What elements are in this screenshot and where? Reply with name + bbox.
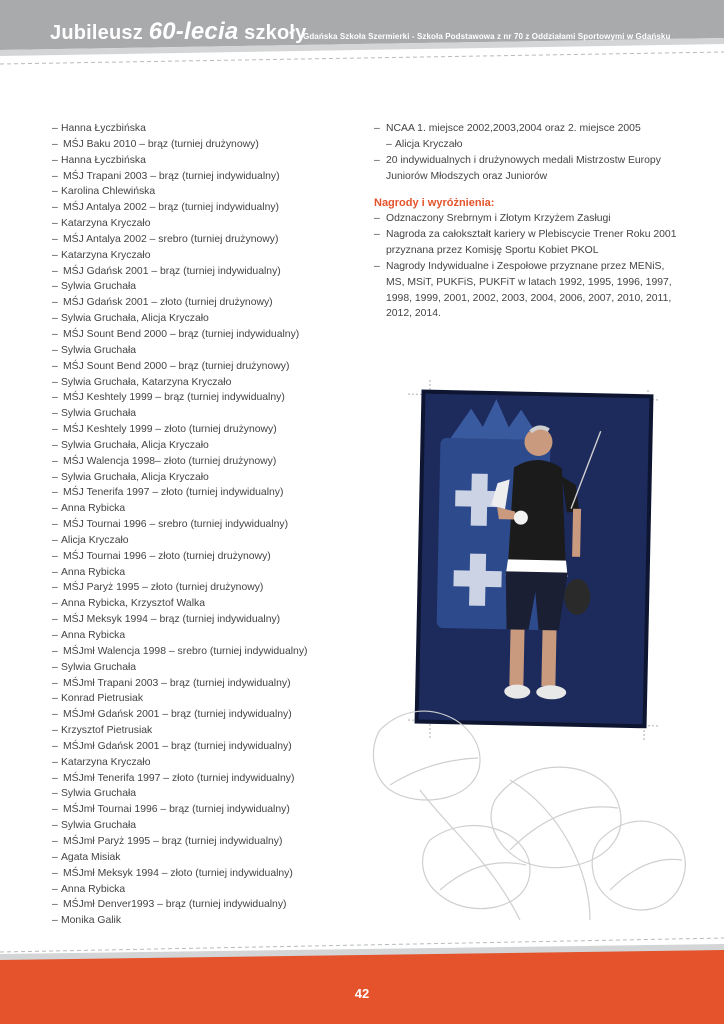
item-text: MŚJ Paryż 1995 – złoto (turniej drużynowy) [63,582,264,594]
item-text: Katarzyna Kryczało [61,756,151,768]
award-item: – Odznaczony Srebrnym i Złotym Krzyżem Zasługi [374,213,611,225]
fencing-coach-photo [408,380,668,740]
medal-entry [52,517,352,533]
dash-bullet: – [52,582,58,594]
medal-athletes [52,501,352,517]
medal-entry [52,866,352,882]
item-text: Krzysztof Pietrusiak [61,725,153,737]
dash-bullet: – [52,883,58,895]
dash-bullet: – [52,645,58,657]
medal-entry [52,359,352,375]
dash-bullet: – [52,804,58,816]
item-text: NCAA 1. miejsce 2002,2003,2004 oraz 2. miejsce 2005 [386,123,641,134]
medal-entry [52,802,352,818]
medal-entry [52,580,352,596]
item-text: MŚJmł Gdańsk 2001 – brąz (turniej indywidualny) [63,740,292,752]
item-text: MŚJmł Tenerifa 1997 – złoto (turniej indywidualny) [63,772,295,784]
item-text: MŚJ Antalya 2002 – brąz (turniej indywidualny) [63,202,280,214]
dash-bullet: – [52,360,58,372]
dash-bullet: – [52,756,58,768]
medal-entry [52,549,352,565]
item-text: MŚJ Sount Bend 2000 – brąz (turniej indywidualny) [63,328,300,340]
dash-bullet: – [52,202,58,214]
medal-athletes [52,406,352,422]
dash-bullet: – [52,693,58,705]
item-text: MŚJ Sount Bend 2000 – brąz (turniej drużynowy) [63,360,290,372]
medal-entry [52,422,352,438]
medal-athletes [52,438,352,454]
dash-bullet: – [52,709,58,721]
item-text: MŚJ Meksyk 1994 – brąz (turniej indywidualny) [63,614,281,626]
item-text: MŚJmł Tournai 1996 – brąz (turniej indywidualny) [63,804,290,816]
item-text: Anna Rybicka, Krzysztof Walka [61,598,205,610]
item-text: MŚJ Keshtely 1999 – złoto (turniej drużynowy) [63,424,277,436]
item-text: Agata Misiak [61,851,121,863]
item-text: Hanna Łyczbińska [61,123,146,134]
medal-entry [52,644,352,660]
medal-entry [52,454,352,470]
dash-bullet: – [52,408,58,420]
medal-athletes [52,596,352,612]
item-text: Sylwia Gruchała, Alicja Kryczało [61,471,209,483]
dash-bullet: – [52,455,58,467]
page-footer [0,930,724,1024]
dash-bullet: – [52,661,58,673]
medal-entry [52,834,352,850]
title-suffix: szkoły [244,22,307,44]
award-item: – Nagroda za całokształt kariery w Plebiscycie Trener Roku 2001 przyznana przez Komisję Sportu Kobiet PKOL [374,229,677,257]
item-text: MŚJ Tournai 1996 – złoto (turniej drużynowy) [63,550,271,562]
dash-bullet: – [52,313,58,325]
dash-bullet: – [52,218,58,230]
medal-entry [52,137,352,153]
dash-bullet: – [52,598,58,610]
dash-bullet: – [52,503,58,515]
item-text: Sylwia Gruchała, Alicja Kryczało [61,313,209,325]
dash-bullet: – [52,519,58,531]
item-text: Katarzyna Kryczało [61,249,151,261]
list-item: – 20 indywidualnych i drużynowych medali Mistrzostw Europy Juniorów Młodszych oraz Juniorów [374,154,661,182]
item-text: Sylwia Gruchała [61,281,137,293]
medal-entry [52,485,352,501]
title-prefix: Jubileusz [50,22,143,44]
medal-entry [52,264,352,280]
item-text: Konrad Pietrusiak [61,693,144,705]
footer-band [0,930,724,1024]
dash-bullet: – [52,471,58,483]
dash-bullet: – [52,344,58,356]
medal-athletes [52,470,352,486]
dash-bullet: – [52,281,58,293]
right-column [374,121,684,322]
dash-bullet: – [52,725,58,737]
item-text: MŚJ Baku 2010 – brąz (turniej drużynowy) [63,138,259,150]
dash-bullet: – [52,820,58,832]
medal-entry [52,232,352,248]
medal-athletes [52,786,352,802]
item-text: Sylwia Gruchała [61,408,137,420]
dash-bullet: – [52,186,58,198]
medal-athletes [52,850,352,866]
dash-bullet: – [52,376,58,388]
item-text: MŚJ Walencja 1998– złoto (turniej drużynowy) [63,455,277,467]
medal-athletes [52,882,352,898]
dash-bullet: – [52,138,58,150]
dash-bullet: – [52,534,58,546]
item-text: MŚJmł Paryż 1995 – brąz (turniej indywidualny) [63,835,283,847]
medal-athletes [52,375,352,391]
page-header [0,0,724,68]
medal-athletes [52,913,352,929]
item-text: Sylwia Gruchała, Katarzyna Kryczało [61,376,232,388]
medal-entry [52,707,352,723]
item-text: MŚJ Tenerifa 1997 – złoto (turniej indywidualny) [63,487,284,499]
dash-bullet: – [52,677,58,689]
item-text: 20 indywidualnych i drużynowych medali Mistrzostw Europy Juniorów Młodszych oraz Juniorów [386,154,661,182]
medal-entry [52,169,352,185]
dash-bullet: – [52,851,58,863]
medal-athletes [52,565,352,581]
dash-bullet: – [52,566,58,578]
item-text: MŚJmł Trapani 2003 – brąz (turniej indywidualny) [63,677,291,689]
page-number: 42 [354,986,370,1001]
medal-athletes [52,723,352,739]
school-name: Gdańska Szkoła Szermierki - Szkoła Podstawowa z nr 70 z Oddziałami Sportowymi w Gdańsku [303,32,671,41]
dash-bullet: – [52,170,58,182]
item-text: Sylwia Gruchała [61,788,137,800]
item-text: Karolina Chlewińska [61,186,156,198]
medal-athletes [52,660,352,676]
dash-bullet: – [52,249,58,261]
medal-athletes [52,343,352,359]
item-text: Katarzyna Kryczało [61,218,151,230]
item-text: Anna Rybicka [61,883,126,895]
item-text: MŚJ Gdańsk 2001 – złoto (turniej drużynowy) [63,297,273,309]
item-text: MŚJ Tournai 1996 – srebro (turniej indywidualny) [63,519,289,531]
item-text: MŚJ Gdańsk 2001 – brąz (turniej indywidualny) [63,265,281,277]
dash-bullet: – [52,424,58,436]
item-text: MŚJmł Gdańsk 2001 – brąz (turniej indywidualny) [63,709,292,721]
medal-athletes [52,628,352,644]
dash-bullet: – [52,297,58,309]
item-text: Alicja Kryczało [61,534,129,546]
dash-bullet: – [52,439,58,451]
dash-bullet: – [52,265,58,277]
item-text: Monika Galik [61,915,122,927]
item-text: Sylwia Gruchała [61,820,137,832]
awards-heading: Nagrody i wyróżnienia: [374,197,495,210]
medal-athletes [52,818,352,834]
dash-bullet: – [52,614,58,626]
medal-athletes [52,691,352,707]
item-text: Sylwia Gruchała [61,661,137,673]
dash-bullet: – [52,550,58,562]
dash-bullet: – [52,835,58,847]
medal-entry [52,390,352,406]
medal-athletes [52,153,352,169]
dash-bullet: – [52,772,58,784]
medal-athletes [52,279,352,295]
medal-athletes [52,248,352,264]
decorative-leaf-ornament [360,690,724,970]
item-text: Sylwia Gruchała, Alicja Kryczało [61,439,209,451]
medal-entry [52,739,352,755]
item-text: Anna Rybicka [61,630,126,641]
medal-athletes [52,121,352,137]
medal-list [52,121,352,929]
item-text: Sylwia Gruchała [61,344,137,356]
medal-entry [52,897,352,913]
item-text: MŚJ Keshtely 1999 – brąz (turniej indywidualny) [63,392,285,404]
dash-bullet: – [52,740,58,752]
item-text: MŚJmł Walencja 1998 – srebro (turniej indywidualny) [63,645,308,657]
dash-bullet: – [52,487,58,499]
award-item: – Nagrody Indywidualne i Zespołowe przyznane przez MENiS, MS, MSiT, PUKFiS, PUKFiT w latach 1992, 1995, 1996, 1997, 1998, 1999, 2001, 2002, 2003, 2004, 2006, 2007, 2010, 2011, 2012, 2014. [374,260,672,320]
dash-bullet: – [52,788,58,800]
medal-entry [52,676,352,692]
dash-bullet: – [52,233,58,245]
award-text: Odznaczony Srebrnym i Złotym Krzyżem Zasługi [386,213,611,225]
item-text: Hanna Łyczbińska [61,154,146,166]
left-column [52,121,352,929]
award-text: Nagrody Indywidualne i Zespołowe przyznane przez MENiS, MS, MSiT, PUKFiS, PUKFiT w latach 1992, 1995, 1996, 1997, 1998, 1999, 2001, 2002, 2003, 2004, 2006, 2007, 2010, 2011, 2012, 2014. [386,260,672,320]
dash-bullet: – [52,328,58,340]
dash-bullet: – [52,915,58,927]
item-text: MŚJ Trapani 2003 – brąz (turniej indywidualny) [63,170,280,182]
item-text: Anna Rybicka [61,503,126,515]
medal-entry [52,295,352,311]
award-text: Nagroda za całokształt kariery w Plebiscycie Trener Roku 2001 przyznana przez Komisję Sportu Kobiet PKOL [386,229,677,257]
medal-entry [52,200,352,216]
list-item: – Alicja Kryczało [386,138,463,150]
medal-athletes [52,533,352,549]
dash-bullet: – [52,392,58,404]
dash-bullet: – [52,867,58,879]
medal-athletes [52,184,352,200]
item-text: MŚJ Antalya 2002 – srebro (turniej drużynowy) [63,233,279,245]
medal-athletes [52,311,352,327]
item-text: Anna Rybicka [61,566,126,578]
item-sub: Alicja Kryczało [395,138,463,150]
medal-athletes [52,755,352,771]
dash-bullet: – [52,154,58,166]
medal-athletes [52,216,352,232]
jubilee-title [50,18,306,46]
medal-entry [52,327,352,343]
item-text: MŚJmł Meksyk 1994 – złoto (turniej indywidualny) [63,867,293,879]
item-text: MŚJmł Denver1993 – brąz (turniej indywidualny) [63,899,287,911]
dash-bullet: – [52,899,58,911]
list-item: – NCAA 1. miejsce 2002,2003,2004 oraz 2. miejsce 2005 [374,123,641,134]
title-big: 60-lecia [148,18,239,45]
dash-bullet: – [52,630,58,641]
dash-bullet: – [52,123,58,134]
medal-entry [52,771,352,787]
medal-entry [52,612,352,628]
